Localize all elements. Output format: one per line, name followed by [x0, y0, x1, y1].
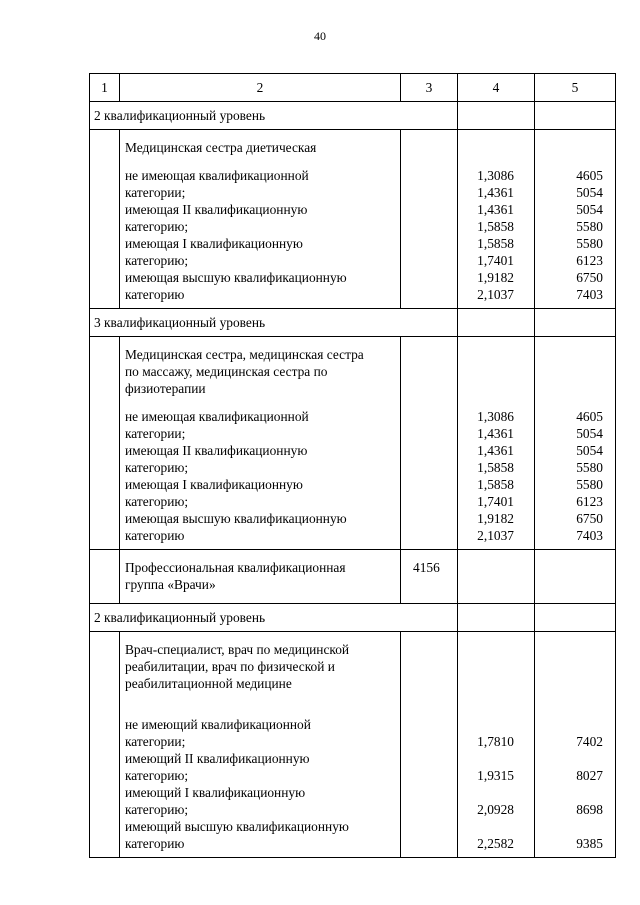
- category-line: имеющая высшую квалификационную: [125, 270, 347, 285]
- salary-value: 5054: [576, 426, 603, 441]
- group-description: [120, 550, 401, 604]
- coefficient-cell: [458, 632, 535, 858]
- salary-value: [535, 750, 615, 767]
- salary-value: [535, 716, 615, 733]
- table-row: [90, 632, 616, 858]
- salary-value: 7403: [576, 528, 603, 543]
- category-line: имеющий высшую квалификационную: [125, 819, 349, 834]
- position-title: реабилитационной медицине: [125, 676, 292, 691]
- category-line: имеющая I квалификационную: [125, 477, 303, 492]
- coefficient-value: 1,5858: [477, 477, 514, 492]
- salary-cell: [535, 337, 616, 550]
- salary-value: 9385: [576, 836, 603, 851]
- category-line: категории;: [125, 734, 186, 749]
- qualification-level-label: 2 квалификационный уровень: [90, 102, 458, 130]
- salary-table: [89, 73, 616, 858]
- salary-value: 8027: [576, 768, 603, 783]
- coefficient-value: 1,4361: [477, 443, 514, 458]
- salary-value: 8698: [576, 802, 603, 817]
- coefficient-cell: [458, 337, 535, 550]
- coefficient-value: 1,4361: [477, 202, 514, 217]
- category-line: категории;: [125, 185, 186, 200]
- coefficient-value: 1,9315: [477, 768, 514, 783]
- category-line: категорию;: [125, 768, 189, 783]
- qualification-level-label: 3 квалификационный уровень: [90, 309, 458, 337]
- coefficient-value: 1,4361: [477, 185, 514, 200]
- coefficient-value: 1,5858: [477, 219, 514, 234]
- coefficient-value: 2,2582: [477, 836, 514, 851]
- coefficient-value: 1,5858: [477, 460, 514, 475]
- salary-value: 5054: [576, 185, 603, 200]
- coefficient-value: [458, 784, 534, 801]
- coefficient-value: 1,3086: [477, 168, 514, 183]
- table-row: [90, 550, 616, 604]
- coefficient-value: 1,7401: [477, 253, 514, 268]
- category-line: имеющая высшую квалификационную: [125, 511, 347, 526]
- category-line: категорию;: [125, 494, 189, 509]
- column-header-4: 4: [458, 74, 535, 102]
- category-line: категорию;: [125, 219, 189, 234]
- position-title: реабилитации, врач по физической и: [125, 659, 335, 674]
- column-header-1: 1: [90, 74, 120, 102]
- category-line: категории;: [125, 426, 186, 441]
- salary-cell: [535, 632, 616, 858]
- salary-value: [535, 818, 615, 835]
- category-line: имеющий II квалификационную: [125, 751, 310, 766]
- coefficient-value: 2,1037: [477, 287, 514, 302]
- category-line: имеющий I квалификационную: [125, 785, 306, 800]
- coefficient-value: 1,7810: [477, 734, 514, 749]
- salary-value: 7402: [576, 734, 603, 749]
- coefficient-value: [458, 716, 534, 733]
- salary-value: [535, 784, 615, 801]
- position-description: [120, 337, 401, 550]
- coefficient-value: [458, 818, 534, 835]
- position-description: [120, 130, 401, 309]
- coefficient-value: 1,3086: [477, 409, 514, 424]
- qualification-level-label: 2 квалификационный уровень: [90, 604, 458, 632]
- salary-value: 5054: [576, 443, 603, 458]
- position-title: физиотерапии: [125, 381, 206, 396]
- category-line: не имеющий квалификационной: [125, 717, 311, 732]
- qualification-level-row: [90, 309, 616, 337]
- category-line: категорию: [125, 287, 185, 302]
- category-line: имеющая I квалификационную: [125, 236, 303, 251]
- column-header-2: 2: [120, 74, 401, 102]
- salary-value: 7403: [576, 287, 603, 302]
- position-title: Медицинская сестра, медицинская сестра: [125, 347, 364, 362]
- category-line: категорию;: [125, 802, 189, 817]
- category-line: категорию: [125, 528, 185, 543]
- salary-value: 4605: [576, 409, 603, 424]
- coefficient-value: 1,4361: [477, 426, 514, 441]
- salary-value: 4605: [576, 168, 603, 183]
- table-row: [90, 130, 616, 309]
- column-header-3: 3: [401, 74, 458, 102]
- coefficient-value: 1,7401: [477, 494, 514, 509]
- salary-value: 5580: [576, 477, 603, 492]
- position-description: [120, 632, 401, 858]
- category-line: категорию: [125, 836, 185, 851]
- position-title: по массажу, медицинская сестра по: [125, 364, 328, 379]
- salary-value: 6750: [576, 270, 603, 285]
- salary-value: 5054: [576, 202, 603, 217]
- coefficient-value: 1,5858: [477, 236, 514, 251]
- position-title: Медицинская сестра диетическая: [125, 140, 317, 155]
- base-salary: 4156: [401, 550, 458, 604]
- salary-value: 6123: [576, 494, 603, 509]
- category-line: имеющая II квалификационную: [125, 202, 308, 217]
- salary-value: 6123: [576, 253, 603, 268]
- qualification-level-row: [90, 604, 616, 632]
- category-line: не имеющая квалификационной: [125, 409, 309, 424]
- table-row: [90, 337, 616, 550]
- position-title: Врач-специалист, врач по медицинской: [125, 642, 350, 657]
- column-header-5: 5: [535, 74, 616, 102]
- salary-value: 5580: [576, 219, 603, 234]
- coefficient-value: 2,0928: [477, 802, 514, 817]
- page-number: 40: [314, 29, 326, 43]
- group-title: группа «Врачи»: [125, 577, 216, 592]
- salary-value: 5580: [576, 236, 603, 251]
- coefficient-value: 1,9182: [477, 511, 514, 526]
- category-line: не имеющая квалификационной: [125, 168, 309, 183]
- qualification-level-row: [90, 102, 616, 130]
- table-header-row: [90, 74, 616, 102]
- coefficient-value: 2,1037: [477, 528, 514, 543]
- category-line: категорию;: [125, 460, 189, 475]
- coefficient-value: [458, 750, 534, 767]
- category-line: категорию;: [125, 253, 189, 268]
- coefficient-value: 1,9182: [477, 270, 514, 285]
- salary-value: 5580: [576, 460, 603, 475]
- category-line: имеющая II квалификационную: [125, 443, 308, 458]
- salary-cell: [535, 130, 616, 309]
- group-title: Профессиональная квалификационная: [125, 560, 346, 575]
- coefficient-cell: [458, 130, 535, 309]
- salary-value: 6750: [576, 511, 603, 526]
